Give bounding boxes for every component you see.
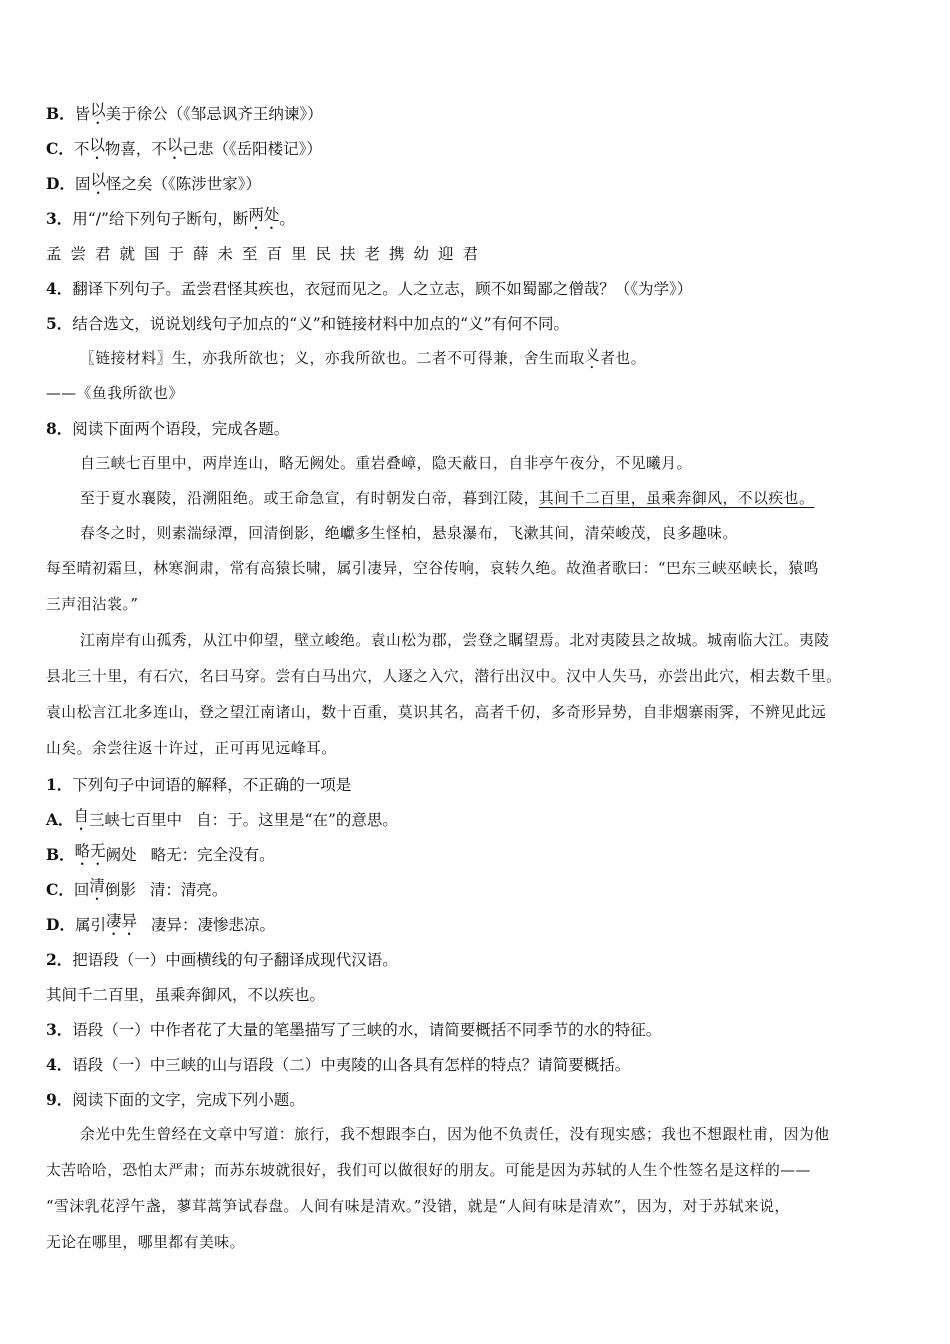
question-5: 5． 结合选文，说说划线句子加点的“义”和链接材料中加点的“义”有何不同。	[46, 313, 569, 333]
option-c: C． 回 清 倒影 清：清亮。	[46, 872, 908, 907]
option-label: C．	[46, 138, 74, 158]
dotted-word: 清	[89, 876, 105, 895]
option-label: C．	[46, 879, 74, 899]
passage-line: 无论在哪里，哪里都有美味。	[46, 1234, 245, 1251]
dotted-word: 以	[166, 135, 183, 154]
question-9-title: 9． 阅读下面的文字，完成下列小题。	[46, 1089, 305, 1109]
question-3: 3． 用“/”给下列句子断句，断 两处 。	[46, 201, 908, 236]
passage-line: 袁山松言江北多连山，登之望江南诸山，数十百重，莫识其名，高者千仞，多奇形异势，自非烟寨雨霁，不辨见此远	[46, 704, 827, 721]
question-4: 4． 翻译下列句子。孟尝君怪其疾也，衣冠而见之。人之立志，顾不如蜀鄙之僧哉？（《为学》）	[46, 278, 693, 298]
link-source: ——《鱼我所欲也》	[46, 384, 184, 402]
question-8-title: 8． 阅读下面两个语段，完成各题。	[46, 418, 290, 438]
underlined-sentence: 其间千二百里，虽乘奔御风，不以疾也。	[538, 489, 815, 507]
option-label: D．	[46, 173, 75, 193]
sub-question-3: 3． 语段（一）中作者花了大量的笔墨描写了三峡的水，请简要概括不同季节的水的特征。	[46, 1019, 662, 1039]
dotted-word: 两处	[248, 205, 280, 224]
passage-line: 每至晴初霜旦，林寒涧肃，常有高猿长啸，属引凄异，空谷传响，哀转久绝。故渔者歌曰：“巴东三峡巫峡长，猿鸣	[46, 560, 819, 577]
dotted-word: 义	[584, 346, 601, 364]
passage-paragraph: 春冬之时，则素湍绿潭，回清倒影，绝巘多生怪柏，悬泉瀑布，飞漱其间，清荣峻茂，良多趣味。	[80, 524, 738, 542]
link-material: 〖链接材料〗生，亦我所欲也；义，亦我所欲也。二者不可得兼，舍生而取 义 者也。	[46, 341, 908, 376]
option-d-prev: D． 固 以 怪之矣（《陈涉世家》）	[46, 166, 908, 201]
dotted-word: 凄异	[105, 911, 137, 930]
passage-paragraph: 自三峡七百里中，两岸连山，略无阙处。重岩叠嶂，隐天蔽日，自非亭午夜分，不见曦月。	[80, 454, 692, 472]
option-label: B．	[46, 844, 75, 864]
option-c-prev: C． 不 以 物喜，不 以 己悲（《岳阳楼记》）	[46, 131, 908, 166]
option-b-prev: B． 皆 以 美于徐公（《邹忌讽齐王纳谏》）	[46, 96, 908, 131]
dotted-word: 以	[90, 170, 106, 189]
passage-paragraph: 余光中先生曾经在文章中写道：旅行，我不想跟李白，因为他不负责任，没有现实感；我也不想跟杜甫，因为他	[80, 1126, 830, 1143]
dotted-word: 略无	[74, 841, 106, 860]
exam-page	[46, 96, 908, 1261]
sub-question-4: 4． 语段（一）中三峡的山与语段（二）中夷陵的山各具有怎样的特点？请简要概括。	[46, 1054, 631, 1074]
dotted-word: 自	[73, 806, 90, 825]
question-3-sentence: 孟尝君就国于薛未至百里民扶老携幼迎君	[46, 244, 488, 263]
passage-line: 县北三十里，有石穴，名曰马穿。尝有白马出穴，人逐之入穴，潜行出汉中。汉中人失马，亦尝出此穴，相去数千里。	[46, 668, 842, 685]
dotted-word: 以	[89, 135, 105, 154]
sub-question-2-sentence: 其间千二百里，虽乘奔御风，不以疾也。	[46, 985, 326, 1004]
dotted-word: 以	[90, 100, 106, 119]
sub-question-2: 2． 把语段（一）中画横线的句子翻译成现代汉语。	[46, 949, 398, 969]
option-label: A．	[46, 809, 74, 829]
passage-paragraph: 至于夏水襄陵，沿溯阻绝。或王命急宣，有时朝发白帝，暮到江陵， 其间千二百里，虽乘奔御风，不以疾也。	[80, 489, 815, 507]
passage-line: 山矣。余尝往返十许过，正可再见远峰耳。	[46, 740, 337, 757]
sub-question-1: 1． 下列句子中词语的解释，不正确的一项是	[46, 774, 352, 794]
option-a: A． 自 三峡七百里中 自：于。这里是“在”的意思。	[46, 802, 908, 837]
option-label: D．	[46, 914, 75, 934]
passage-line: “雪沫乳花浮午盏，蓼茸蒿笋试春盘。人间有味是清欢。”没错，就是“人间有味是清欢”，因为，对于苏轼来说，	[46, 1198, 790, 1215]
option-b: B． 略无 阙处 略无：完全没有。	[46, 837, 908, 872]
option-label: B．	[46, 103, 75, 123]
passage-line: 三声泪沾裳。”	[46, 596, 139, 613]
passage-line: 太苦哈哈，恐怕太严肃；而苏东坡就很好，我们可以做很好的朋友。可能是因为苏轼的人生个性签名是这样的——	[46, 1162, 811, 1179]
passage-paragraph: 江南岸有山孤秀，从江中仰望，壁立峻绝。袁山松为郡，尝登之瞩望焉。北对夷陵县之故城。城南临大江。夷陵	[80, 632, 830, 649]
option-d: D． 属引 凄异 凄异：凄惨悲凉。	[46, 907, 908, 942]
